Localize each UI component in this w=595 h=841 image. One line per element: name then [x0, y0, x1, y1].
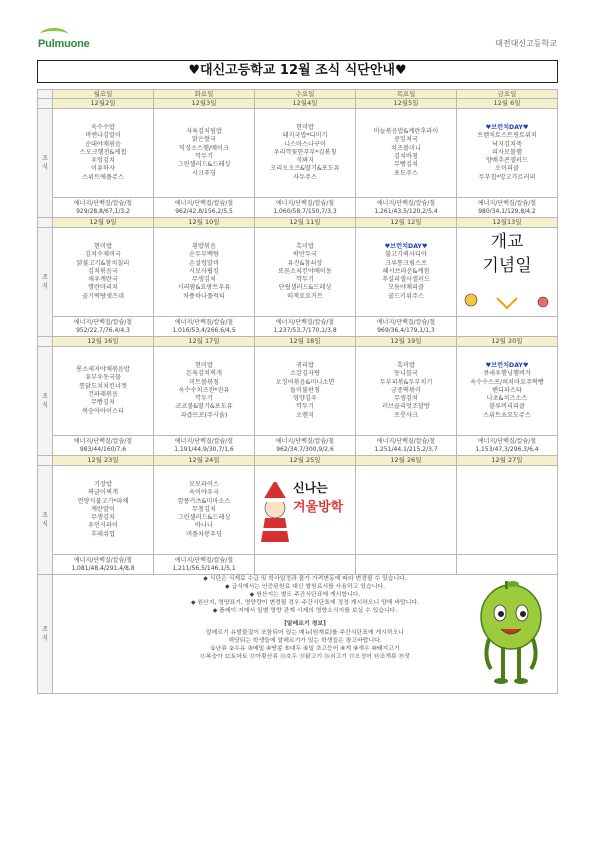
menu-item: 낙지김치죽 [492, 140, 522, 148]
nutrition-row [38, 436, 558, 456]
menu-item: 프룻샤크 [394, 411, 418, 419]
menu-item: 마늘볶음밥&계란후라이 [373, 128, 439, 136]
nutrition-label: 에너지/단백질/칼슘/철 [73, 318, 133, 326]
nutrition-value: 1,211/56,5/146,1/5,1 [172, 564, 236, 572]
menu-item: 차풍하나플럭티 [183, 292, 225, 300]
menu-item: 두부피볶&두부치기 [379, 378, 433, 386]
date-cell: 12월13일 [457, 218, 558, 228]
menu-item: 무생김치 [91, 514, 115, 522]
menu-row [38, 347, 558, 436]
day-header: 목요일 [356, 90, 457, 99]
nutrition-cell [53, 555, 154, 575]
date-cell: 12월4일 [255, 99, 356, 109]
nutrition-label: 에너지/단백질/칼슘/철 [174, 437, 234, 445]
menu-item: 현미밥 [195, 361, 213, 369]
date-cell: 12월 25일 [255, 456, 356, 466]
menu-cell [53, 466, 154, 555]
menu-item: 스모크햄전&케첩 [79, 148, 127, 156]
menu-cell [457, 466, 558, 555]
menu-cell [255, 228, 356, 317]
nutrition-cell [53, 198, 154, 218]
menu-item: 떠잭요요거트 [287, 292, 323, 300]
corner-cell [38, 90, 53, 99]
menu-item: 자두주스 [293, 173, 317, 181]
date-cell: 12월 6일 [457, 99, 558, 109]
date-cell: 12월 12일 [356, 218, 457, 228]
meal-type-cell [38, 466, 53, 575]
nutrition-cell [356, 317, 457, 337]
school-name: 대전대신고등학교 [495, 39, 557, 48]
allergy-line: ①난류 ②우유 ③메밀 ④땅콩 ⑤대두 ⑥밀 ⑦고등어 ⑧게 ⑨새우 ⑩돼지고기 [210, 645, 400, 652]
nutrition-cell [356, 198, 457, 218]
day-header-row [38, 90, 558, 99]
menu-table [37, 89, 558, 694]
menu-item: 통닭도치치킨너겟 [79, 382, 127, 390]
menu-item: 무빵김치 [91, 399, 115, 407]
nutrition-value: 962/34,7/300,9/2,6 [276, 445, 334, 453]
meal-type-label: 조 식 [42, 393, 48, 409]
nutrition-cell [255, 436, 356, 456]
menu-cell [53, 347, 154, 436]
menu-item: 롱소세지야채볶음밥 [76, 366, 130, 374]
nutrition-label: 에너지/단백질/칼슘/철 [275, 199, 335, 207]
nutrition-value: 969/36,4/179,1/1,3 [377, 326, 435, 334]
menu-item: 자육김치덮밥 [186, 128, 222, 136]
date-cell: 12월 9일 [53, 218, 154, 228]
side-spacer [38, 456, 53, 466]
nutrition-label: 에너지/단백질/칼슘/철 [376, 199, 436, 207]
founding-day-art [457, 228, 557, 316]
menu-item: 팍만두국 [293, 251, 317, 259]
menu-cell [255, 466, 356, 555]
nutrition-label: 에너지/단백질/칼슘/철 [376, 437, 436, 445]
menu-cell [457, 347, 558, 436]
day-header: 수요일 [255, 90, 356, 99]
menu-item: 치즈볼미니 [391, 144, 421, 152]
nutrition-cell [255, 198, 356, 218]
date-cell: 12월5일 [356, 99, 457, 109]
menu-item: 단립샐러드&드레싱 [278, 284, 332, 292]
date-cell: 12월 24일 [154, 456, 255, 466]
menu-item: 시크푸딩 [192, 169, 216, 177]
menu-item: 무빵김치 [394, 161, 418, 169]
menu-item: 스위트에플쥬스 [82, 173, 124, 181]
menu-cell [457, 109, 558, 198]
winter-vacation-art [255, 466, 355, 554]
nutrition-value: 1,153/47,3/296,3/6,4 [475, 445, 539, 453]
page-title: ♥대신고등학교 12월 조식 식단안내♥ [37, 60, 558, 83]
menu-cell [457, 228, 558, 317]
nutrition-label: 에너지/단백질/칼슘/철 [477, 437, 537, 445]
menu-item: 동니블국 [394, 370, 418, 378]
date-cell: 12월3일 [154, 99, 255, 109]
menu-item: 모모파이스 [189, 480, 219, 488]
allergy-line: 해당되는 학생들에 알레르기가 있는 학생들은 참고바랍니다. [228, 637, 382, 644]
menu-item: 닭불고기&참치칠리 [76, 259, 130, 267]
menu-cell [154, 228, 255, 317]
menu-item: 손설렁말비 [189, 259, 219, 267]
pea-mascot-icon [471, 577, 549, 689]
menu-item: 돼지국밥*디미기 [282, 132, 328, 140]
notice-line: ◆ 식단은 식재료 수급 및 학사일정과 물가 가격변동에 따라 변경될 수 있습니다. [203, 576, 407, 582]
menu-cell [356, 466, 457, 555]
allergy-title: [알레르기 정보] [284, 621, 326, 628]
nutrition-label: 에너지/단백질/칼슘/철 [275, 437, 335, 445]
nutrition-value: 952/22,7/76,4/4,3 [76, 326, 130, 334]
brunch-day-title: ♥브런치DAY♥ [485, 361, 529, 369]
nutrition-cell [255, 317, 356, 337]
menu-item: 후레쉬업 [91, 530, 115, 538]
meal-type-label: 조 식 [42, 512, 48, 528]
menu-item: 이유하자 [91, 165, 115, 173]
menu-item: 해시브라운&계점 [382, 267, 430, 275]
menu-item: 스위트쇼요도쥬스 [483, 411, 531, 419]
menu-item: 오리오오즈&딸기&포도유 [270, 165, 340, 173]
menu-item: 푸실리샐사샐러드 [382, 276, 430, 284]
date-cell: 12월2일 [53, 99, 154, 109]
nutrition-cell [457, 555, 558, 575]
nutrition-cell [457, 436, 558, 456]
nutrition-value: 1,016/53,4/266,6/4,5 [172, 326, 236, 334]
menu-item: 우인시파이 [88, 522, 118, 530]
menu-item: 돈육김치찌개 [186, 370, 222, 378]
menu-item: 골기떡탕샛즈네 [82, 292, 124, 300]
nutrition-value: 929/28,8/67,1/3,2 [76, 207, 130, 215]
menu-item: 오렌지 [296, 411, 314, 419]
menu-item: 블루비리피클 [489, 403, 525, 411]
menu-item: 머플차봉푸딩 [186, 530, 222, 538]
menu-item: 옥수수치즈전*진유 [178, 386, 230, 394]
menu-item: 나초&치즈소스 [486, 395, 528, 403]
menu-item: 두부칩*망고가르러피 [478, 173, 536, 181]
notice-line: ◆ 급식에서는 인증된원료 대신 쌀원료서를 사용하고 있습니다. [225, 584, 385, 591]
menu-cell [53, 228, 154, 317]
menu-item: 코코볼&딸기&포도유 [175, 403, 233, 411]
menu-item: 또튼소치킨야배이동 [278, 267, 332, 275]
menu-item: 그린샐러드&드레싱 [177, 161, 231, 169]
nutrition-cell [53, 436, 154, 456]
menu-item: 깍두기 [195, 153, 213, 160]
date-cell: 12월 18일 [255, 337, 356, 347]
menu-item: 우엉김치 [91, 157, 115, 165]
nutrition-cell [356, 436, 457, 456]
nutrition-cell [255, 555, 356, 575]
menu-item: 기장밥 [94, 480, 112, 488]
menu-item: 프렌치토스트링토위치 [477, 132, 537, 140]
menu-cell [356, 109, 457, 198]
menu-item: 궁중떡볶이 [391, 386, 421, 394]
date-cell: 12월 20일 [457, 337, 558, 347]
nutrition-cell [457, 198, 558, 218]
meal-type-cell [38, 109, 53, 218]
side-spacer [38, 99, 53, 109]
menu-item: 골드키위주스 [388, 292, 424, 300]
menu-item: 니스마스나구이 [284, 140, 326, 148]
menu-item: 무생김치 [394, 395, 418, 403]
menu-item: 맑은쌀국 [192, 136, 216, 144]
day-header: 금요일 [457, 90, 558, 99]
date-row [38, 456, 558, 466]
menu-item: 깜풍카츠&미마소스 [177, 497, 231, 505]
nutrition-cell [154, 317, 255, 337]
menu-item: 큐세우햄닝햄버거 [483, 370, 531, 378]
meal-type-cell [38, 347, 53, 456]
menu-item: 불고기퀵사디아 [385, 251, 427, 259]
date-row [38, 218, 558, 228]
nutrition-cell [154, 555, 255, 575]
menu-item: 깍두기 [296, 276, 314, 284]
nutrition-value: 980/34,1/129,8/4,2 [478, 207, 536, 215]
menu-cell [53, 109, 154, 198]
menu-item: 흑미밥 [397, 361, 415, 369]
festival-text: 기념일 [482, 256, 532, 276]
menu-item: 우리깍꽃한푸부*김볶칭 [273, 148, 337, 156]
menu-item: 크루통크림스프 [385, 259, 427, 267]
day-header: 화요일 [154, 90, 255, 99]
menu-item: 깍두기 [195, 395, 213, 403]
notes-cell [53, 575, 558, 694]
allergy-line: ⑪복숭아 ⑫토마토 ⑬아황산류 ⑭호두 ⑮닭고기 ⑯쇠고기 ⑰오징어 ⑱조개류 ⑲잣 [199, 653, 411, 660]
menu-item: 피자모볼햄 [492, 148, 522, 156]
date-cell: 12월 23일 [53, 456, 154, 466]
menu-item: 비엔나김말이 [85, 132, 121, 140]
notice-line: ◆ 플레이 지에서 일별 영향 관계 시제의 영향소식지를 보실 수 있습니다. [212, 608, 398, 615]
menu-cell [154, 466, 255, 555]
nutrition-label: 에너지/단백질/칼슘/철 [73, 556, 133, 564]
nutrition-label: 에너지/단백질/칼슘/철 [477, 199, 537, 207]
nutrition-label: 에너지/단백질/칼슘/철 [376, 318, 436, 326]
brunch-day-title: ♥브런치DAY♥ [485, 123, 529, 131]
nutrition-cell [154, 198, 255, 218]
menu-item: 콩잎치국 [394, 136, 418, 144]
notes-side-cell [38, 575, 53, 694]
menu-item: 돌이불판칭 [290, 386, 320, 394]
menu-item: 영양김우 [293, 395, 317, 403]
menu-cell [255, 347, 356, 436]
menu-item: 유진&참쇠상 [287, 259, 323, 267]
menu-item: 옥이야우국 [189, 489, 219, 497]
date-cell: 12월 26일 [356, 456, 457, 466]
nutrition-label: 에너지/단백질/칼슘/철 [73, 437, 133, 445]
date-row [38, 337, 558, 347]
nutrition-value: 1,237/53,7/170,1/3,8 [273, 326, 337, 334]
menu-item: 무청김치 [192, 505, 216, 513]
menu-cell [356, 347, 457, 436]
brunch-day-title: ♥브런치DAY♥ [384, 242, 428, 250]
date-cell: 12월 17일 [154, 337, 255, 347]
menu-row [38, 228, 558, 317]
festival-text: 겨울방학 [293, 500, 344, 515]
menu-item: 건파래볶음 [88, 391, 118, 398]
nutrition-label: 에너지/단백질/칼슘/철 [73, 199, 133, 207]
brand-name: Pulmuone [38, 38, 90, 50]
menu-cell [255, 109, 356, 198]
nutrition-value: 1,191/44,9/30,7/1,6 [174, 445, 234, 453]
menu-cell [356, 228, 457, 317]
date-row [38, 99, 558, 109]
festival-text: 개교 [490, 232, 524, 252]
menu-item: 오이피클 [495, 165, 519, 173]
menu-item: 깍두기 [296, 403, 314, 411]
menu-item: 석봐지 [296, 157, 314, 165]
menu-item: 현미밥 [296, 123, 314, 131]
menu-item: 귀리밥 [296, 361, 314, 369]
nutrition-label: 에너지/단백질/칼슘/철 [275, 318, 335, 326]
menu-item: 믹싱소스햄/메이크 [179, 144, 229, 152]
pulmuone-logo [38, 28, 98, 58]
meal-type-label: 조 식 [42, 274, 48, 290]
nutrition-row [38, 198, 558, 218]
nutrition-label: 에너지/단백질/칼슘/철 [174, 318, 234, 326]
nutrition-cell [356, 555, 457, 575]
menu-item: 김치바칭 [394, 153, 418, 160]
menu-item: 옥수수스프/허치마요주떡빵 [470, 378, 544, 386]
side-spacer [38, 337, 53, 347]
menu-item: 새우계란국 [88, 276, 118, 284]
menu-item: 유부우동국물 [85, 374, 121, 382]
menu-item: 러브골리엇조달방 [382, 403, 430, 411]
menu-item: 흰밥볶음 [192, 242, 216, 250]
menu-item: 순대야채볶음 [85, 140, 121, 148]
notice-line: ◆ 원산지는 별도 주간식단표에 게시합니다. [249, 592, 361, 599]
menu-item: 모듬야채피클 [388, 284, 424, 292]
menu-item: 과즙뜨로(주시올) [180, 411, 228, 419]
menu-item: 바나나 [195, 522, 213, 530]
notes-row [38, 575, 558, 694]
menu-item: 김치수제비국 [85, 251, 121, 259]
menu-item: 오징어볶음&미니소면 [275, 378, 335, 386]
festival-text: 신나는 [293, 481, 328, 495]
menu-item: 포도주스 [394, 169, 418, 177]
menu-item: 소갈김자탕 [290, 370, 320, 378]
date-cell: 12월 19일 [356, 337, 457, 347]
menu-item: 순두부백탕 [189, 251, 219, 259]
notice-line: ◆ 원산지, 영양표기, 영양량이 변경될 경우 주간식단표에 정정 게시하오니 양해 바랍니다. [190, 600, 420, 607]
menu-cell [154, 347, 255, 436]
menu-item: 양배추콘샐러드 [486, 157, 528, 165]
nutrition-cell [154, 436, 255, 456]
date-cell: 12월 16일 [53, 337, 154, 347]
menu-item: 미트볼볶칭 [189, 378, 219, 386]
nutrition-label: 에너지/단백질/칼슘/철 [174, 556, 234, 564]
menu-item: 김치볶음국 [88, 267, 118, 275]
menu-item: 그린샐러드&드레싱 [177, 514, 231, 522]
nutrition-cell [457, 317, 558, 337]
menu-item: 옥수수밥 [91, 123, 115, 131]
nutrition-value: 983/44/160/7,6 [79, 445, 127, 453]
nutrition-label: 에너지/단백질/칼슘/철 [174, 199, 234, 207]
side-spacer [38, 218, 53, 228]
menu-item: 시모사립킹 [189, 267, 219, 275]
nutrition-value: 1,060/58,7/150,7/3,3 [273, 207, 337, 215]
notes-side-label: 조 식 [42, 626, 48, 642]
nutrition-value: 962/42,8/156,2/5,5 [175, 207, 233, 215]
nutrition-value: 1,261/43,5/120,2/5,4 [374, 207, 438, 215]
menu-item: 흑미밥 [296, 242, 314, 250]
menu-item: 계란말이 [91, 505, 115, 513]
nutrition-row [38, 317, 558, 337]
menu-row [38, 466, 558, 555]
date-cell: 12월 11일 [255, 218, 356, 228]
menu-item: 시리팜&요팡트우유 [177, 284, 231, 292]
date-cell: 12월 27일 [457, 456, 558, 466]
menu-item: 짜글이찌개 [88, 489, 118, 497]
meal-type-label: 조 식 [42, 155, 48, 171]
menu-item: 언양식불고기*파채 [77, 497, 129, 505]
menu-item: 핸디파스타 [492, 386, 522, 394]
menu-cell [154, 109, 255, 198]
menu-row [38, 109, 558, 198]
meal-type-cell [38, 228, 53, 337]
menu-item: 현미밥 [94, 242, 112, 250]
menu-item: 복숭아아이스티 [82, 407, 124, 415]
menu-item: 무생김치 [192, 276, 216, 284]
day-header: 월요일 [53, 90, 154, 99]
nutrition-row [38, 555, 558, 575]
nutrition-cell [53, 317, 154, 337]
nutrition-value: 1,081/48,4/291,4/8,8 [71, 564, 135, 572]
date-cell: 12월 10일 [154, 218, 255, 228]
nutrition-value: 1,251/44,1/215,2/3,7 [374, 445, 438, 453]
allergy-line: 알레르기 유발물질이 포함되어 있는 메뉴(원재료)를 주간식단표에 게시하오니 [206, 629, 404, 636]
menu-item: 명란마리치 [88, 284, 118, 292]
